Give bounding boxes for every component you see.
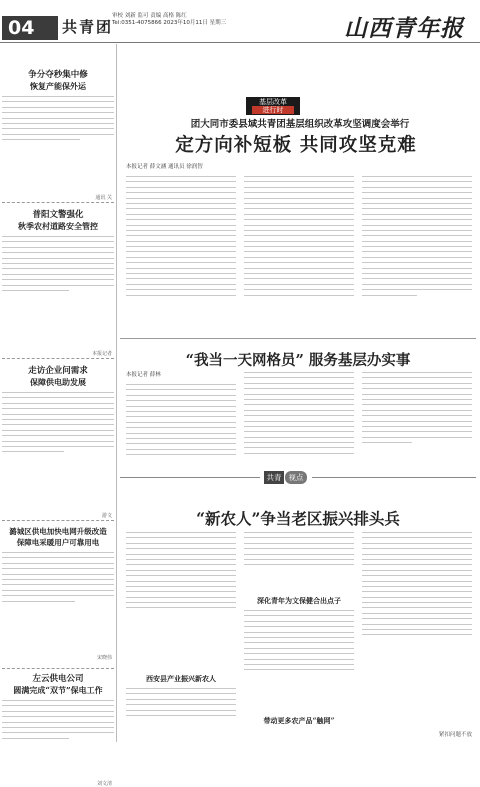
page-header bbox=[0, 0, 480, 44]
article-divider bbox=[2, 668, 114, 669]
band-label-left: 共青 bbox=[264, 471, 284, 484]
article3-column-3 bbox=[362, 528, 472, 640]
article2-title: “我当一天网格员” 服务基层办实事 bbox=[185, 352, 411, 369]
article1-column-1 bbox=[126, 172, 236, 300]
article-divider bbox=[2, 358, 114, 359]
article-body-text bbox=[2, 552, 114, 602]
article3-subhead: 带动更多农产品“触网” bbox=[263, 716, 335, 725]
left-article-author: 本报记者 bbox=[91, 351, 112, 357]
left-article-author: 刘文清 bbox=[96, 781, 112, 787]
header-meta bbox=[112, 13, 312, 27]
column-divider bbox=[116, 44, 117, 742]
newspaper-logo: 山西青年报 bbox=[344, 15, 464, 42]
editor-line: 审校 刘新 监可 责编 高格 陈红 bbox=[112, 13, 187, 19]
article2-column-1 bbox=[126, 380, 236, 459]
section-tag bbox=[246, 97, 300, 115]
continued-note: 紧扣问题不放 bbox=[438, 732, 472, 738]
page-number: 04 bbox=[2, 16, 58, 40]
left-article-5 bbox=[2, 674, 114, 787]
left-article-2 bbox=[2, 210, 114, 357]
left-article-title: 左云供电公司 bbox=[32, 674, 84, 684]
band-label bbox=[260, 470, 312, 485]
article1-subtitle: 团大同市委县域共青团基层组织改革攻坚调度会举行 bbox=[190, 119, 410, 130]
left-article-title: 潞城区供电加快电网升级改造 bbox=[9, 527, 107, 536]
article-divider bbox=[2, 520, 114, 521]
section-band bbox=[120, 470, 476, 485]
tag-line-2: 进行时 bbox=[252, 106, 294, 114]
left-article-subtitle: 秋季农村道路安全管控 bbox=[18, 221, 98, 231]
article2-column-2 bbox=[244, 368, 354, 458]
contact-date-line: Tel:0351-4075866 2023年10月11日 星期三 bbox=[112, 20, 227, 26]
left-article-author: 宋晓伟 bbox=[96, 655, 112, 661]
article3-column-2 bbox=[244, 528, 354, 570]
left-article-author: 通讯 关 bbox=[95, 195, 112, 201]
article-body-text bbox=[2, 236, 114, 291]
left-article-title: 走访企业问需求 bbox=[28, 366, 88, 376]
article2-byline: 本报记者 薛林 bbox=[126, 372, 161, 378]
article-body-text bbox=[2, 700, 114, 739]
band-label-right: 视点 bbox=[285, 471, 307, 484]
left-article-1 bbox=[2, 70, 114, 201]
article-body-text bbox=[2, 96, 114, 140]
left-article-subtitle: 恢复产能保外运 bbox=[30, 81, 86, 91]
article-body-text bbox=[2, 392, 114, 452]
section-title: 共青团 bbox=[62, 18, 114, 36]
article-divider bbox=[120, 338, 476, 339]
article1-column-2 bbox=[244, 172, 354, 300]
left-article-subtitle: 圆满完成“双节”保电工作 bbox=[13, 685, 103, 695]
article1-title: 定方向补短板 共同攻坚克难 bbox=[175, 135, 417, 156]
left-article-subtitle: 保障电采暖用户可靠用电 bbox=[16, 538, 100, 547]
article2-column-3 bbox=[362, 368, 472, 447]
left-article-author: 游文 bbox=[101, 513, 112, 519]
left-article-4 bbox=[2, 526, 114, 661]
article3-column-1 bbox=[126, 528, 236, 613]
left-article-3 bbox=[2, 366, 114, 519]
left-article-title: 普阳文警强化 bbox=[32, 210, 84, 220]
left-article-subtitle: 保障供电助发展 bbox=[30, 377, 86, 387]
header-rule bbox=[0, 42, 480, 43]
article3-column-2b bbox=[244, 606, 354, 675]
article3-column-1b bbox=[126, 684, 236, 720]
tag-line-1: 基层改革 bbox=[259, 98, 287, 106]
article3-subhead: 西安县产业振兴新农人 bbox=[146, 674, 216, 683]
article3-subhead: 深化青年为文保健合出点子 bbox=[257, 596, 341, 605]
article-divider bbox=[2, 202, 114, 203]
article1-byline: 本报记者 薛文涵 通讯员 徐润智 bbox=[126, 164, 203, 170]
article3-title: “新农人”争当老区振兴排头兵 bbox=[196, 509, 400, 528]
article1-column-3 bbox=[362, 172, 472, 300]
left-article-title: 争分夺秒集中修 bbox=[28, 70, 88, 80]
left-column bbox=[2, 56, 114, 787]
